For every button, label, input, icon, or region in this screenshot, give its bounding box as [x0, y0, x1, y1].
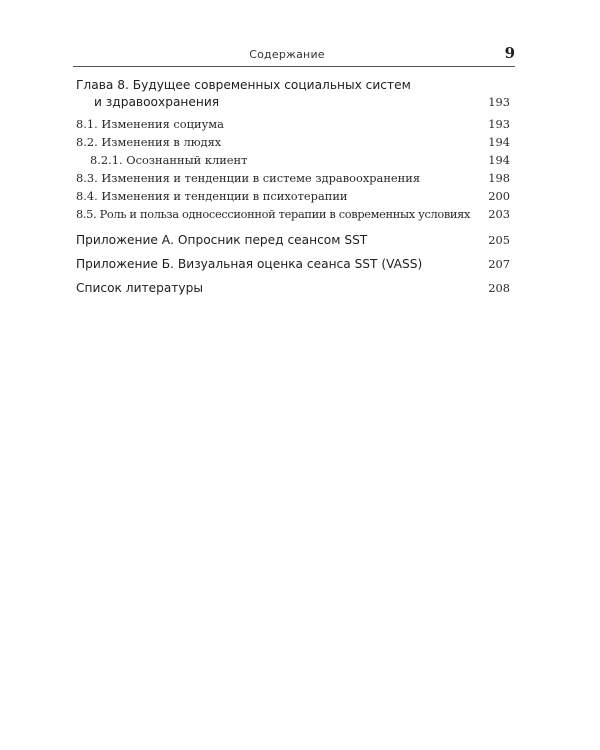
toc-entry-label: 8.2.1. Осознанный клиент: [90, 153, 248, 167]
toc-appendix-label: Приложение Б. Визуальная оценка сеанса SST (VASS): [76, 257, 423, 271]
toc-chapter-title-line2: и здравоохранения: [94, 95, 220, 109]
toc-entry-label: 8.3. Изменения и тенденции в системе здравоохранения: [76, 171, 421, 185]
toc-appendix-page: 205: [488, 233, 510, 247]
toc-bibliography-label: Список литературы: [76, 281, 203, 295]
table-of-contents: [76, 0, 510, 750]
toc-chapter-title-line1: Глава 8. Будущее современных социальных систем: [76, 78, 411, 92]
toc-entry-page: 193: [488, 117, 510, 131]
toc-entry-page: 194: [488, 153, 510, 167]
toc-entry-page: 194: [488, 135, 510, 149]
toc-entry-label: 8.1. Изменения социума: [76, 117, 224, 131]
running-header-title: Содержание: [249, 48, 325, 61]
toc-entry-page: 200: [488, 189, 510, 203]
toc-appendix-label: Приложение А. Опросник перед сеансом SST: [76, 233, 368, 247]
toc-entry-label: 8.5. Роль и польза односессионной терапии в современных условиях: [76, 207, 471, 221]
toc-chapter-page: 193: [488, 95, 510, 109]
toc-entry-label: 8.4. Изменения и тенденции в психотерапии: [76, 189, 348, 203]
toc-entry-page: 203: [488, 207, 510, 221]
page-number: 9: [504, 44, 515, 62]
toc-bibliography-page: 208: [488, 281, 510, 295]
toc-entry-label: 8.2. Изменения в людях: [76, 135, 222, 149]
toc-appendix-page: 207: [488, 257, 510, 271]
toc-entry-page: 198: [488, 171, 510, 185]
